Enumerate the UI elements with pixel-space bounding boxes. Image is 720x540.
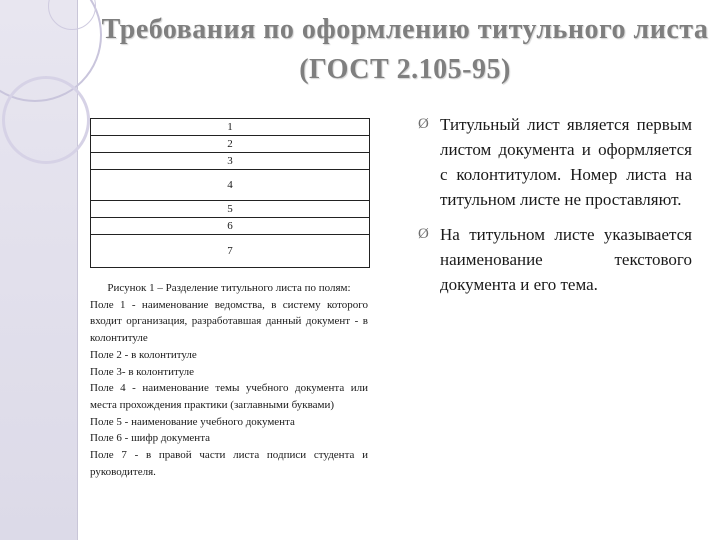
bullet-item <box>418 112 692 212</box>
field-row: 7 <box>227 245 233 257</box>
caption-line: Поле 2 - в колонтитуле <box>90 348 197 361</box>
field-row: 4 <box>91 170 369 201</box>
field-row: 5 <box>91 201 369 218</box>
caption-line: Поле 1 - наименование ведомства, в систему которого входит организация, разработавшая данный документ - в колонтитуле <box>90 298 368 345</box>
bullet-item <box>418 222 692 297</box>
title-page-fields-diagram <box>90 118 370 268</box>
caption-line: Поле 3- в колонтитуле <box>90 365 195 378</box>
decorative-ring <box>2 76 90 164</box>
arrow-bullet-icon: Ø <box>418 116 429 132</box>
caption-line: Поле 4 - наименование темы учебного документа или места прохождения практики (заглавными буквами) <box>90 382 368 411</box>
caption-line: Поле 5 - наименование учебного документа <box>90 415 295 428</box>
bullet-text: На титульном листе указывается наименование текстового документа и его тема. <box>440 225 692 294</box>
caption-line: Поле 7 - в правой части листа подписи студента и руководителя. <box>90 449 368 478</box>
bullet-list <box>418 112 692 307</box>
caption-title: Рисунок 1 – Разделение титульного листа по полям: <box>107 282 351 294</box>
field-row: 3 <box>91 153 369 170</box>
arrow-bullet-icon: Ø <box>418 226 429 242</box>
figure-caption <box>90 280 368 480</box>
slide-title: Требования по оформлению титульного листа (ГОСТ 2.105-95) <box>101 14 709 85</box>
caption-line: Поле 6 - шифр документа <box>90 432 211 445</box>
field-row: 2 <box>91 136 369 153</box>
bullet-text: Титульный лист является первым листом документа и оформляется с колонтитулом. Номер листа на титульном листе не проставляют. <box>440 115 692 209</box>
field-row: 1 <box>91 119 369 136</box>
field-row: 6 <box>91 218 369 235</box>
